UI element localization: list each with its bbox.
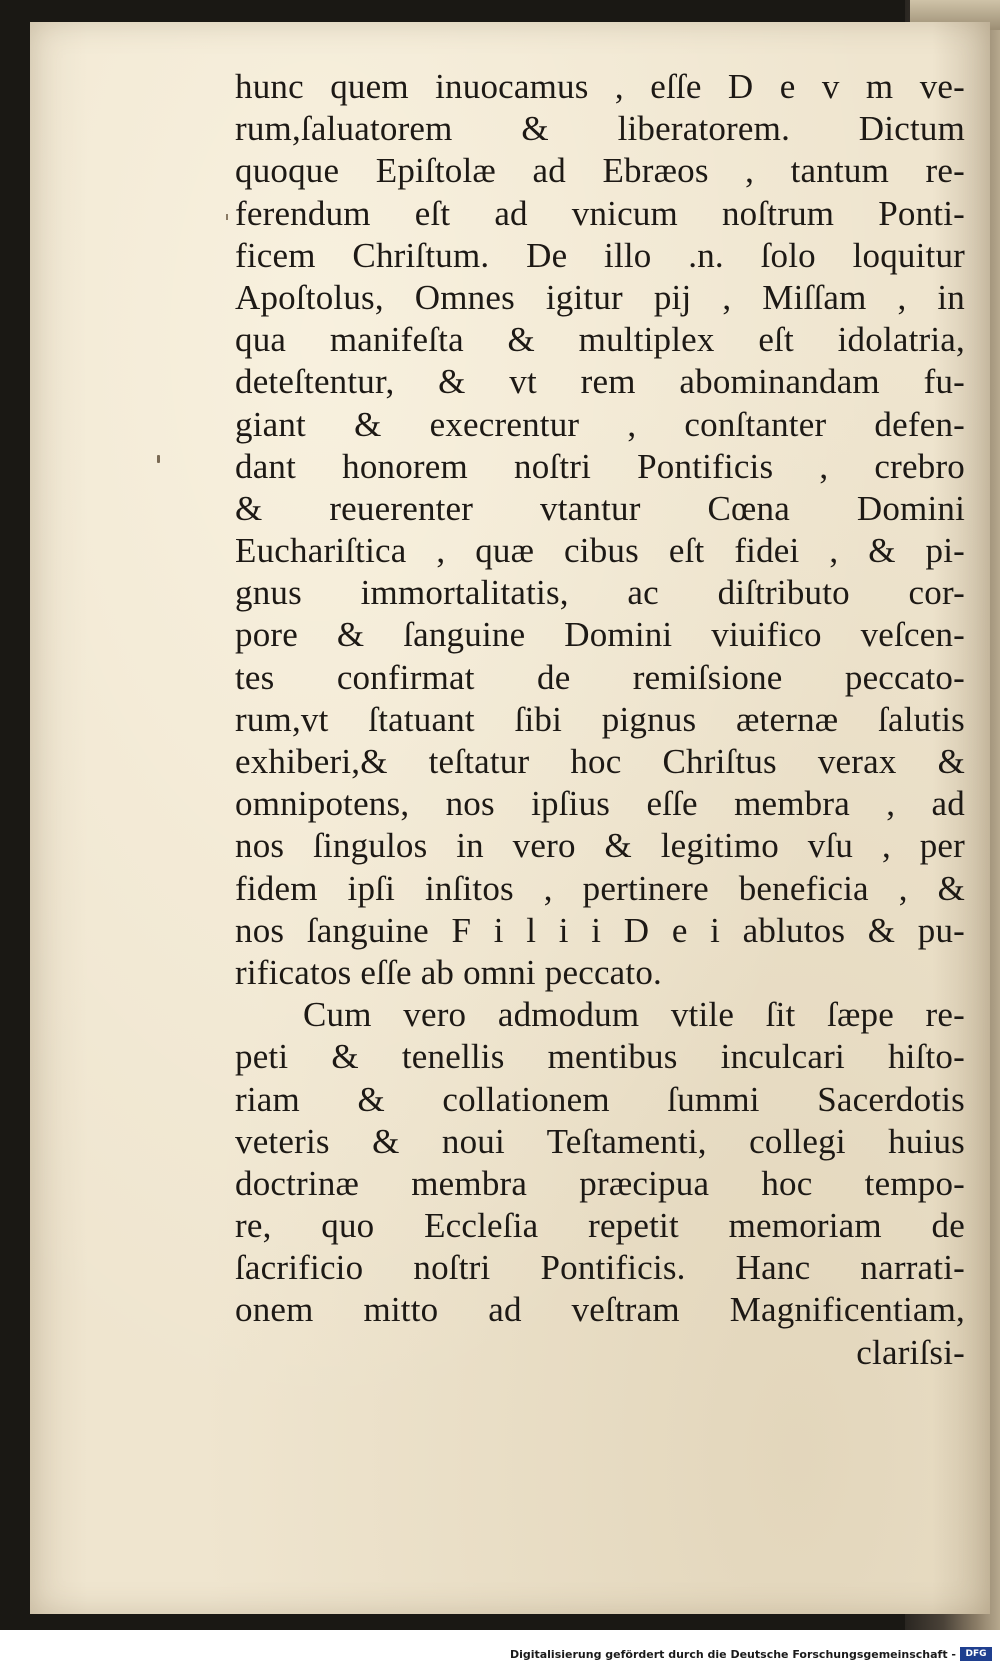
text-line: onem mitto ad veſtram Magnificentiam, <box>235 1290 965 1330</box>
text-line: ficem Chriſtum. De illo .n. ſolo loquitur <box>235 235 965 275</box>
text-line: Apoſtolus, Omnes igitur pij , Miſſam , in <box>235 277 965 317</box>
text-line: re, quo Eccleſia repetit memoriam de <box>235 1206 965 1246</box>
text-line: hunc quem inuocamus , eſſe D e v m ve- <box>235 67 965 106</box>
text-line: rum,ſaluatorem & liberatorem. Dictum <box>235 109 965 149</box>
text-line: quoque Epiſtolæ ad Ebræos , tantum re- <box>235 151 965 191</box>
text-line: gnus immortalitatis, ac diſtributo cor- <box>235 573 965 613</box>
dfg-logo: DFG <box>960 1647 992 1661</box>
text-block <box>235 66 965 1374</box>
text-line: Euchariſtica , quæ cibus eſt fidei , & pi- <box>235 531 965 571</box>
text-line: peti & tenellis mentibus inculcari hiſto- <box>235 1037 965 1077</box>
text-line: exhiberi,& teſtatur hoc Chriſtus verax & <box>235 742 965 781</box>
catchword: clariſsi- <box>856 1332 965 1372</box>
text-line: veteris & noui Teſtamenti, collegi huius <box>235 1121 965 1161</box>
text-line: dant honorem noſtri Pontificis , crebro <box>235 446 965 486</box>
margin-mark <box>226 214 228 220</box>
text-line: ferendum eſt ad vnicum noſtrum Ponti- <box>235 193 965 233</box>
text-line: rificatos eſſe ab omni peccato. <box>235 952 662 992</box>
text-line: nos ſingulos in vero & legitimo vſu , per <box>235 826 965 866</box>
text-line: tes confirmat de remiſsione peccato- <box>235 657 965 697</box>
text-line: Cum vero admodum vtile ſit ſæpe re- <box>303 995 965 1035</box>
margin-mark <box>157 455 160 463</box>
text-line: ſacrificio noſtri Pontificis. Hanc narrati- <box>235 1248 965 1288</box>
text-line: qua manifeſta & multiplex eſt idolatria, <box>235 320 965 360</box>
text-line: deteſtentur, & vt rem abominandam fu- <box>235 362 965 402</box>
digitization-credit: Digitalisierung gefördert durch die Deutsche Forschungsgemeinschaft - <box>509 1648 956 1661</box>
text-line: pore & ſanguine Domini viuifico veſcen- <box>235 615 965 655</box>
text-line: doctrinæ membra præcipua hoc tempo- <box>235 1163 965 1203</box>
text-line: rum,vt ſtatuant ſibi pignus æternæ ſalutis <box>235 699 965 739</box>
text-line: & reuerenter vtantur Cœna Domini <box>235 488 965 528</box>
text-line: fidem ipſi inſitos , pertinere beneficia , & <box>235 868 965 908</box>
text-line: omnipotens, nos ipſius eſſe membra , ad <box>235 784 965 824</box>
footer-bar <box>0 1630 1000 1670</box>
text-line: riam & collationem ſummi Sacerdotis <box>235 1079 965 1119</box>
text-line: giant & execrentur , conſtanter defen- <box>235 404 965 444</box>
text-line: nos ſanguine F i l i i D e i ablutos & pu- <box>235 910 965 950</box>
